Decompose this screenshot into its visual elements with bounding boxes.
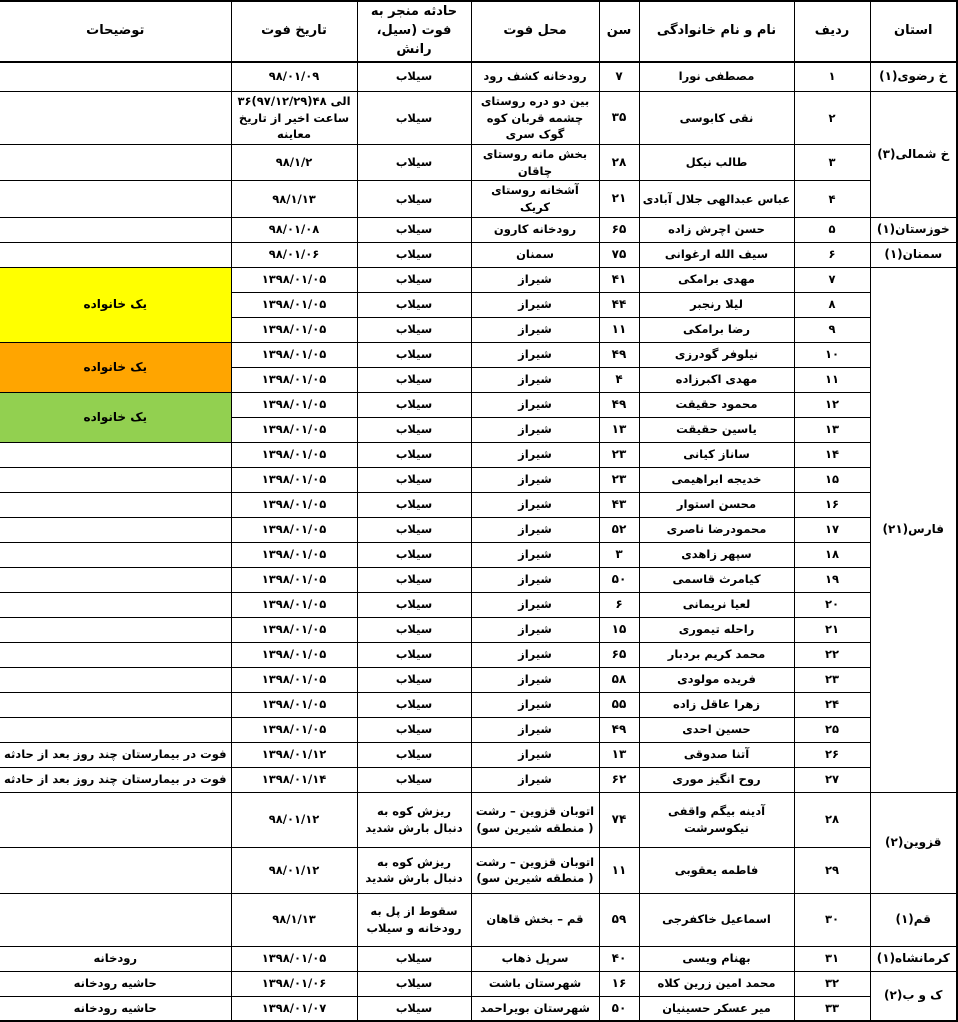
table-row	[0, 717, 957, 742]
place-cell: آشخانه روستای کریک	[471, 181, 599, 217]
header-death-date: تاریخ فوت	[231, 1, 357, 62]
incident-cell: سیلاب	[357, 996, 471, 1021]
date-cell: ۱۳۹۸/۰۱/۰۶	[231, 971, 357, 996]
incident-cell: سیلاب	[357, 742, 471, 767]
place-cell: شیراز	[471, 717, 599, 742]
age-cell: ۲۱	[599, 181, 639, 217]
table-row	[0, 946, 957, 971]
table-row	[0, 592, 957, 617]
place-cell: شیراز	[471, 267, 599, 292]
date-cell: ۱۳۹۸/۰۱/۰۵	[231, 717, 357, 742]
table-row	[0, 217, 957, 242]
age-cell: ۱۱	[599, 847, 639, 893]
note-cell	[0, 642, 231, 667]
date-cell: ۱۳۹۸/۰۱/۰۵	[231, 267, 357, 292]
table-row	[0, 181, 957, 217]
header-row-number: ردیف	[794, 1, 870, 62]
row-number-cell: ۲۱	[794, 617, 870, 642]
note-cell: فوت در بیمارستان چند روز بعد از حادثه	[0, 767, 231, 792]
row-number-cell: ۱۲	[794, 392, 870, 417]
row-number-cell: ۲	[794, 92, 870, 145]
date-cell: ۹۸/۱/۲	[231, 145, 357, 181]
row-number-cell: ۳	[794, 145, 870, 181]
age-cell: ۴۹	[599, 342, 639, 367]
row-number-cell: ۱	[794, 62, 870, 92]
incident-cell: سیلاب	[357, 692, 471, 717]
date-cell: ۱۳۹۸/۰۱/۰۵	[231, 417, 357, 442]
place-cell: شیراز	[471, 367, 599, 392]
note-cell	[0, 792, 231, 847]
date-cell: ۱۳۹۸/۰۱/۰۵	[231, 317, 357, 342]
incident-cell: سیلاب	[357, 467, 471, 492]
table-body	[0, 62, 957, 1022]
date-cell: ۹۸/۰۱/۰۹	[231, 62, 357, 92]
note-cell	[0, 692, 231, 717]
row-number-cell: ۴	[794, 181, 870, 217]
table-row	[0, 542, 957, 567]
table-row	[0, 996, 957, 1021]
table-row	[0, 567, 957, 592]
name-cell: خدیجه ابراهیمی	[639, 467, 794, 492]
age-cell: ۴۹	[599, 717, 639, 742]
name-cell: اسماعیل خاکفرجی	[639, 893, 794, 946]
note-cell: یک خانواده	[0, 342, 231, 392]
table-row	[0, 467, 957, 492]
header-incident: حادثه منجر به فوت (سیل، رانش	[357, 1, 471, 62]
incident-cell: سیلاب	[357, 145, 471, 181]
name-cell: لعیا نریمانی	[639, 592, 794, 617]
row-number-cell: ۵	[794, 217, 870, 242]
note-cell	[0, 847, 231, 893]
place-cell: شیراز	[471, 467, 599, 492]
incident-cell: سیلاب	[357, 62, 471, 92]
incident-cell: سیلاب	[357, 342, 471, 367]
name-cell: محمد کریم بردبار	[639, 642, 794, 667]
place-cell: شهرستان باشت	[471, 971, 599, 996]
place-cell: شیراز	[471, 692, 599, 717]
table-row	[0, 692, 957, 717]
name-cell: زهرا عاقل زاده	[639, 692, 794, 717]
note-cell	[0, 145, 231, 181]
note-cell	[0, 242, 231, 267]
place-cell: سرپل ذهاب	[471, 946, 599, 971]
incident-cell: سیلاب	[357, 367, 471, 392]
date-cell: ۱۳۹۸/۰۱/۰۵	[231, 367, 357, 392]
place-cell: بین دو دره روستای چشمه قربان کوه گوک سری	[471, 92, 599, 145]
place-cell: شیراز	[471, 317, 599, 342]
place-cell: شهرستان بویراحمد	[471, 996, 599, 1021]
province-cell: خوزستان(۱)	[870, 217, 957, 242]
incident-cell: سقوط از پل به رودخانه و سیلاب	[357, 893, 471, 946]
table-row	[0, 847, 957, 893]
table-row	[0, 492, 957, 517]
age-cell: ۳	[599, 542, 639, 567]
name-cell: حسن اچرش زاده	[639, 217, 794, 242]
date-cell: ۱۳۹۸/۰۱/۰۵	[231, 392, 357, 417]
place-cell: شیراز	[471, 767, 599, 792]
row-number-cell: ۷	[794, 267, 870, 292]
age-cell: ۲۳	[599, 467, 639, 492]
province-cell: خ رضوی(۱)	[870, 62, 957, 92]
date-cell: ۱۳۹۸/۰۱/۰۵	[231, 592, 357, 617]
table-row	[0, 767, 957, 792]
row-number-cell: ۲۷	[794, 767, 870, 792]
name-cell: محمود حقیقت	[639, 392, 794, 417]
province-cell: فارس(۲۱)	[870, 267, 957, 792]
name-cell: لیلا رنجبر	[639, 292, 794, 317]
name-cell: سپهر زاهدی	[639, 542, 794, 567]
name-cell: مهدی برامکی	[639, 267, 794, 292]
age-cell: ۵۸	[599, 667, 639, 692]
name-cell: حسین احدی	[639, 717, 794, 742]
name-cell: نقی کابوسی	[639, 92, 794, 145]
header-province: استان	[870, 1, 957, 62]
table-row	[0, 742, 957, 767]
row-number-cell: ۲۳	[794, 667, 870, 692]
place-cell: شیراز	[471, 742, 599, 767]
name-cell: فریده مولودی	[639, 667, 794, 692]
place-cell: قم – بخش قاهان	[471, 893, 599, 946]
incident-cell: سیلاب	[357, 492, 471, 517]
age-cell: ۲۳	[599, 442, 639, 467]
incident-cell: سیلاب	[357, 242, 471, 267]
age-cell: ۴۰	[599, 946, 639, 971]
age-cell: ۴۳	[599, 492, 639, 517]
note-cell: حاشیه رودخانه	[0, 996, 231, 1021]
row-number-cell: ۶	[794, 242, 870, 267]
name-cell: محمودرضا ناصری	[639, 517, 794, 542]
row-number-cell: ۱۹	[794, 567, 870, 592]
date-cell: ۱۳۹۸/۰۱/۰۵	[231, 946, 357, 971]
note-cell	[0, 92, 231, 145]
incident-cell: سیلاب	[357, 946, 471, 971]
note-cell	[0, 442, 231, 467]
date-cell: ۱۳۹۸/۰۱/۰۷	[231, 996, 357, 1021]
place-cell: بخش مانه روستای چاقان	[471, 145, 599, 181]
place-cell: شیراز	[471, 442, 599, 467]
incident-cell: سیلاب	[357, 317, 471, 342]
table-row	[0, 642, 957, 667]
incident-cell: سیلاب	[357, 217, 471, 242]
place-cell: اتوبان قزوین – رشت ( منطقه شیرین سو)	[471, 792, 599, 847]
table-row	[0, 145, 957, 181]
row-number-cell: ۱۰	[794, 342, 870, 367]
row-number-cell: ۳۱	[794, 946, 870, 971]
table-row	[0, 267, 957, 292]
age-cell: ۵۰	[599, 567, 639, 592]
name-cell: طالب نیکل	[639, 145, 794, 181]
name-cell: عباس عبدالهی جلال آبادی	[639, 181, 794, 217]
row-number-cell: ۱۵	[794, 467, 870, 492]
row-number-cell: ۹	[794, 317, 870, 342]
name-cell: آدینه بیگم واقفی نیکوسرشت	[639, 792, 794, 847]
name-cell: فاطمه یعقوبی	[639, 847, 794, 893]
header-full-name: نام و نام خانوادگی	[639, 1, 794, 62]
age-cell: ۴۹	[599, 392, 639, 417]
date-cell: ۱۳۹۸/۰۱/۰۵	[231, 292, 357, 317]
place-cell: شیراز	[471, 417, 599, 442]
row-number-cell: ۲۵	[794, 717, 870, 742]
name-cell: سیف الله ارغوانی	[639, 242, 794, 267]
name-cell: آتنا صدوقی	[639, 742, 794, 767]
age-cell: ۷	[599, 62, 639, 92]
incident-cell: سیلاب	[357, 417, 471, 442]
note-cell	[0, 517, 231, 542]
date-cell: ۹۸/۰۱/۱۲	[231, 792, 357, 847]
age-cell: ۵۹	[599, 893, 639, 946]
name-cell: راحله تیموری	[639, 617, 794, 642]
table-row	[0, 242, 957, 267]
name-cell: محسن استوار	[639, 492, 794, 517]
row-number-cell: ۱۸	[794, 542, 870, 567]
incident-cell: سیلاب	[357, 92, 471, 145]
incident-cell: سیلاب	[357, 567, 471, 592]
date-cell: ۱۳۹۸/۰۱/۱۲	[231, 742, 357, 767]
age-cell: ۱۱	[599, 317, 639, 342]
date-cell: ۱۳۹۸/۰۱/۰۵	[231, 542, 357, 567]
incident-cell: سیلاب	[357, 292, 471, 317]
age-cell: ۴	[599, 367, 639, 392]
note-cell: یک خانواده	[0, 392, 231, 442]
province-cell: کرمانشاه(۱)	[870, 946, 957, 971]
note-cell	[0, 217, 231, 242]
place-cell: شیراز	[471, 567, 599, 592]
date-cell: ۱۳۹۸/۰۱/۱۴	[231, 767, 357, 792]
row-number-cell: ۱۴	[794, 442, 870, 467]
date-cell: ۹۸/۱/۱۳	[231, 181, 357, 217]
age-cell: ۱۵	[599, 617, 639, 642]
age-cell: ۲۸	[599, 145, 639, 181]
name-cell: روح انگیز موری	[639, 767, 794, 792]
incident-cell: سیلاب	[357, 592, 471, 617]
note-cell: فوت در بیمارستان چند روز بعد از حادثه	[0, 742, 231, 767]
province-cell: قزوین(۲)	[870, 792, 957, 893]
province-cell: قم(۱)	[870, 893, 957, 946]
incident-cell: سیلاب	[357, 267, 471, 292]
date-cell: ۱۳۹۸/۰۱/۰۵	[231, 492, 357, 517]
note-cell	[0, 667, 231, 692]
date-cell: ۱۳۹۸/۰۱/۰۵	[231, 692, 357, 717]
table-row	[0, 667, 957, 692]
province-cell: سمنان(۱)	[870, 242, 957, 267]
table-row	[0, 792, 957, 847]
place-cell: رودخانه کارون	[471, 217, 599, 242]
name-cell: ساناز کیانی	[639, 442, 794, 467]
name-cell: میر عسکر حسینیان	[639, 996, 794, 1021]
note-cell: رودخانه	[0, 946, 231, 971]
name-cell: مهدی اکبرزاده	[639, 367, 794, 392]
table-row	[0, 617, 957, 642]
age-cell: ۷۴	[599, 792, 639, 847]
date-cell: ۱۳۹۸/۰۱/۰۵	[231, 642, 357, 667]
incident-cell: سیلاب	[357, 667, 471, 692]
age-cell: ۱۳	[599, 417, 639, 442]
row-number-cell: ۳۰	[794, 893, 870, 946]
table-row	[0, 971, 957, 996]
age-cell: ۱۶	[599, 971, 639, 996]
note-cell	[0, 492, 231, 517]
row-number-cell: ۲۹	[794, 847, 870, 893]
note-cell	[0, 181, 231, 217]
place-cell: شیراز	[471, 592, 599, 617]
place-cell: شیراز	[471, 492, 599, 517]
row-number-cell: ۲۴	[794, 692, 870, 717]
name-cell: رضا برامکی	[639, 317, 794, 342]
table-row	[0, 62, 957, 92]
date-cell: ۱۳۹۸/۰۱/۰۵	[231, 467, 357, 492]
age-cell: ۵۰	[599, 996, 639, 1021]
header-age: سن	[599, 1, 639, 62]
row-number-cell: ۲۰	[794, 592, 870, 617]
row-number-cell: ۲۸	[794, 792, 870, 847]
age-cell: ۶	[599, 592, 639, 617]
row-number-cell: ۳۳	[794, 996, 870, 1021]
age-cell: ۵۵	[599, 692, 639, 717]
place-cell: اتوبان قزوین – رشت ( منطقه شیرین سو)	[471, 847, 599, 893]
incident-cell: سیلاب	[357, 617, 471, 642]
row-number-cell: ۱۷	[794, 517, 870, 542]
row-number-cell: ۳۲	[794, 971, 870, 996]
name-cell: مصطفی نورا	[639, 62, 794, 92]
note-cell	[0, 717, 231, 742]
header-row	[0, 1, 957, 62]
note-cell	[0, 617, 231, 642]
table-row	[0, 392, 957, 417]
date-cell: ۱۳۹۸/۰۱/۰۵	[231, 442, 357, 467]
incident-cell: سیلاب	[357, 392, 471, 417]
row-number-cell: ۲۶	[794, 742, 870, 767]
incident-cell: سیلاب	[357, 542, 471, 567]
place-cell: شیراز	[471, 392, 599, 417]
age-cell: ۱۳	[599, 742, 639, 767]
row-number-cell: ۱۳	[794, 417, 870, 442]
row-number-cell: ۱۶	[794, 492, 870, 517]
age-cell: ۶۲	[599, 767, 639, 792]
date-cell: ۱۳۹۸/۰۱/۰۵	[231, 667, 357, 692]
row-number-cell: ۲۲	[794, 642, 870, 667]
table-row	[0, 442, 957, 467]
table-row	[0, 92, 957, 145]
note-cell	[0, 542, 231, 567]
place-cell: شیراز	[471, 667, 599, 692]
incident-cell: ریزش کوه به دنبال بارش شدید	[357, 792, 471, 847]
age-cell: ۳۵	[599, 92, 639, 145]
date-cell: ۹۸/۰۱/۰۸	[231, 217, 357, 242]
place-cell: رودخانه کشف رود	[471, 62, 599, 92]
incident-cell: سیلاب	[357, 717, 471, 742]
row-number-cell: ۱۱	[794, 367, 870, 392]
date-cell: ۹۸/۰۱/۱۲	[231, 847, 357, 893]
note-cell	[0, 592, 231, 617]
date-cell: ۱۳۹۸/۰۱/۰۵	[231, 517, 357, 542]
incident-cell: ریزش کوه به دنبال بارش شدید	[357, 847, 471, 893]
province-cell: خ شمالی(۳)	[870, 92, 957, 218]
date-cell: ۱۳۹۸/۰۱/۰۵	[231, 567, 357, 592]
age-cell: ۶۵	[599, 217, 639, 242]
date-cell: ۳۶الی ۴۸(۹۷/۱۲/۲۹) ساعت اخیر از تاریخ معاینه	[231, 92, 357, 145]
row-number-cell: ۸	[794, 292, 870, 317]
table-row	[0, 342, 957, 367]
place-cell: شیراز	[471, 617, 599, 642]
name-cell: کیامرث قاسمی	[639, 567, 794, 592]
place-cell: شیراز	[471, 342, 599, 367]
incident-cell: سیلاب	[357, 642, 471, 667]
age-cell: ۷۵	[599, 242, 639, 267]
table-row	[0, 893, 957, 946]
name-cell: یاسین حقیقت	[639, 417, 794, 442]
header-notes: توضیحات	[0, 1, 231, 62]
place-cell: شیراز	[471, 642, 599, 667]
note-cell: یک خانواده	[0, 267, 231, 342]
note-cell	[0, 893, 231, 946]
age-cell: ۴۴	[599, 292, 639, 317]
place-cell: سمنان	[471, 242, 599, 267]
note-cell: حاشیه رودخانه	[0, 971, 231, 996]
note-cell	[0, 467, 231, 492]
name-cell: محمد امین زرین کلاه	[639, 971, 794, 996]
incident-cell: سیلاب	[357, 442, 471, 467]
date-cell: ۹۸/۰۱/۰۶	[231, 242, 357, 267]
age-cell: ۴۱	[599, 267, 639, 292]
place-cell: شیراز	[471, 542, 599, 567]
date-cell: ۹۸/۱/۱۳	[231, 893, 357, 946]
date-cell: ۱۳۹۸/۰۱/۰۵	[231, 617, 357, 642]
date-cell: ۱۳۹۸/۰۱/۰۵	[231, 342, 357, 367]
header-death-place: محل فوت	[471, 1, 599, 62]
place-cell: شیراز	[471, 517, 599, 542]
incident-cell: سیلاب	[357, 971, 471, 996]
incident-cell: سیلاب	[357, 767, 471, 792]
place-cell: شیراز	[471, 292, 599, 317]
name-cell: نیلوفر گودرزی	[639, 342, 794, 367]
incident-cell: سیلاب	[357, 517, 471, 542]
province-cell: ک و ب(۲)	[870, 971, 957, 1021]
incident-cell: سیلاب	[357, 181, 471, 217]
note-cell	[0, 62, 231, 92]
age-cell: ۶۵	[599, 642, 639, 667]
table-row	[0, 517, 957, 542]
name-cell: بهنام ویسی	[639, 946, 794, 971]
note-cell	[0, 567, 231, 592]
age-cell: ۵۲	[599, 517, 639, 542]
